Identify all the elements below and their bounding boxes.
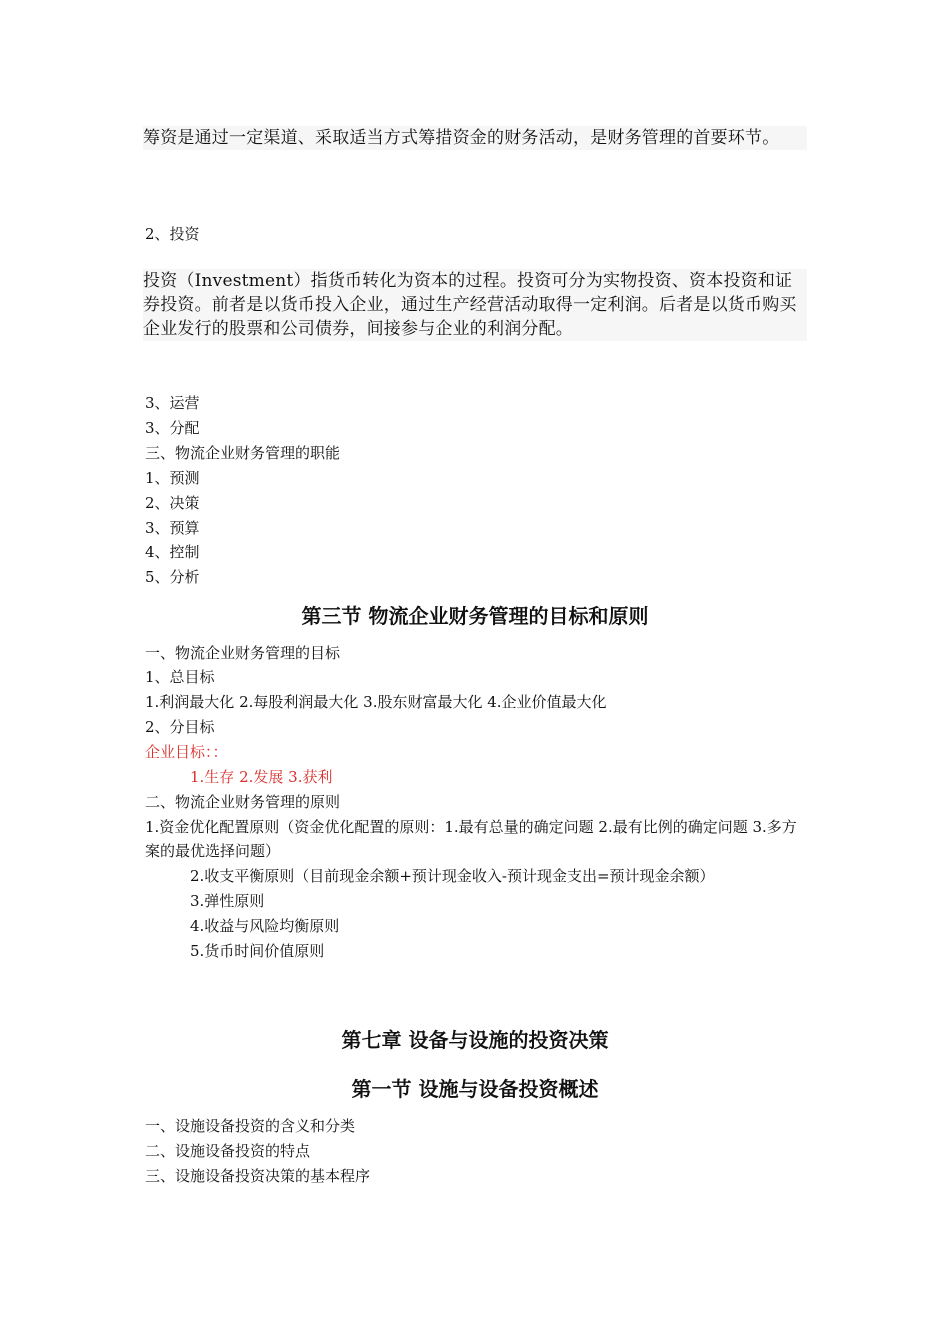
section-1-heading: 第一节 设施与设备投资概述 <box>351 1077 599 1101</box>
list-item: 1、总目标 <box>145 668 215 686</box>
principle-1: 1.资金优化配置原则（资金优化配置的原则：1.最有总量的确定问题 2.最有比例的确定问题 3.多方案的最优选择问题） <box>145 818 797 860</box>
list-item: 3、分配 <box>145 419 200 437</box>
list-item: 一、设施设备投资的含义和分类 <box>145 1117 356 1135</box>
chapter-7-heading: 第七章 设备与设施的投资决策 <box>341 1028 609 1052</box>
list-item: 3、预算 <box>145 519 200 537</box>
list-item: 1、预测 <box>145 469 200 487</box>
list-item: 2、决策 <box>145 494 200 512</box>
principle-item: 5.货币时间价值原则 <box>190 942 325 960</box>
list-item: 5、分析 <box>145 568 200 586</box>
investment-label: 2、投资 <box>145 225 200 243</box>
list-item: 4、控制 <box>145 543 200 561</box>
list-item: 二、设施设备投资的特点 <box>145 1142 311 1160</box>
principles-title: 二、物流企业财务管理的原则 <box>145 793 341 811</box>
principle-item: 3.弹性原则 <box>190 892 265 910</box>
section-3-heading: 第三节 物流企业财务管理的目标和原则 <box>301 604 649 628</box>
fundraising-paragraph <box>143 126 807 150</box>
list-item: 1.利润最大化 2.每股利润最大化 3.股东财富最大化 4.企业价值最大化 <box>145 693 607 711</box>
fundraising-text: 筹资是通过一定渠道、采取适当方式筹措资金的财务活动，是财务管理的首要环节。 <box>143 128 780 148</box>
list-item: 3、运营 <box>145 394 200 412</box>
list-item: 三、物流企业财务管理的职能 <box>145 444 341 462</box>
principle-item: 2.收支平衡原则（目前现金余额+预计现金收入-预计现金支出=预计现金余额） <box>190 867 715 885</box>
enterprise-goal-items: 1.生存 2.发展 3.获利 <box>190 768 333 786</box>
list-item: 一、物流企业财务管理的目标 <box>145 644 341 662</box>
principle-item: 4.收益与风险均衡原则 <box>190 917 340 935</box>
list-item: 2、分目标 <box>145 718 215 736</box>
investment-paragraph <box>143 269 807 341</box>
list-item: 三、设施设备投资决策的基本程序 <box>145 1167 371 1185</box>
investment-text: 投资（Investment）指货币转化为资本的过程。投资可分为实物投资、资本投资和证券投资。前者是以货币投入企业，通过生产经营活动取得一定利润。后者是以货币购买企业发行的股票和公司债券，间接参与企业的利润分配。 <box>143 271 797 339</box>
enterprise-goal-label: 企业目标：： <box>145 743 228 761</box>
